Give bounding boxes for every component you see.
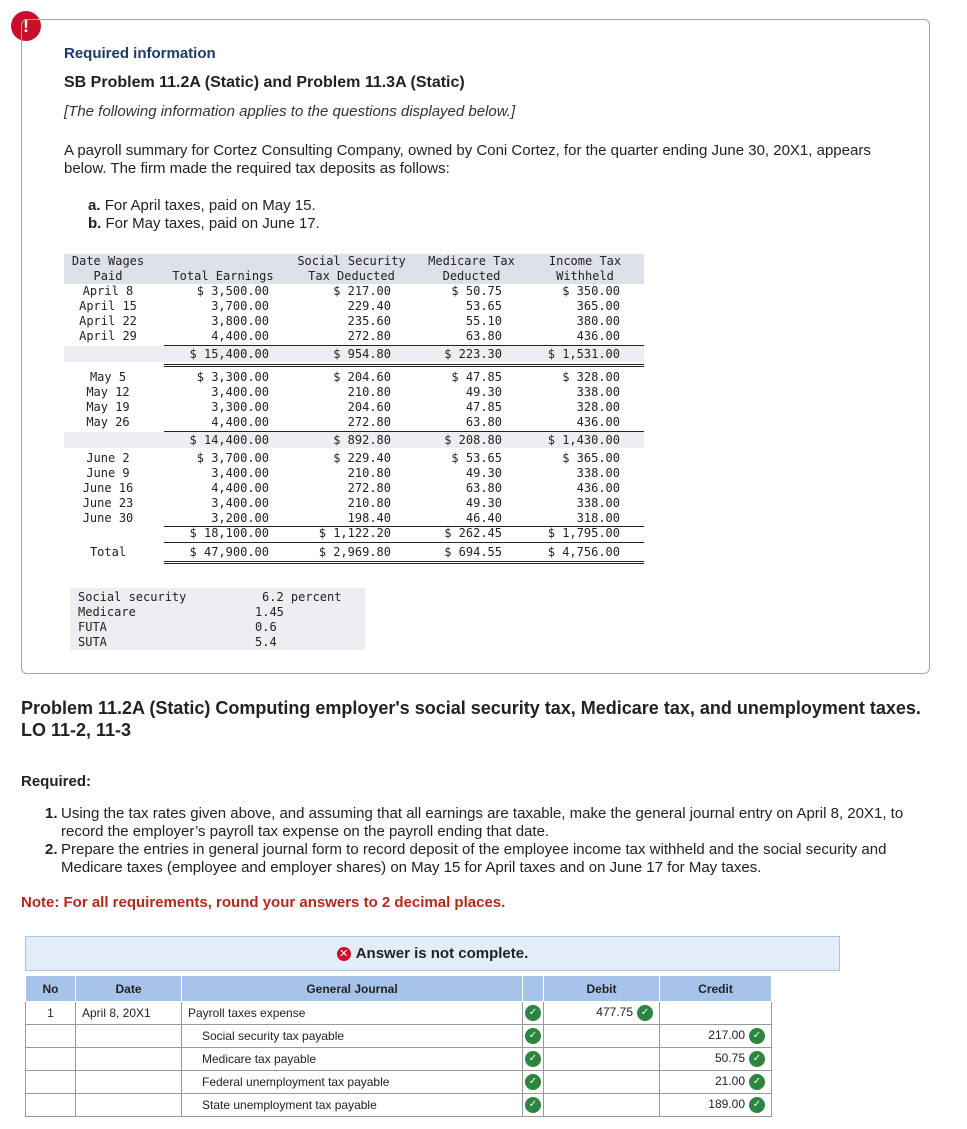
journal-date[interactable] (76, 1071, 182, 1094)
journal-no (26, 1025, 76, 1048)
deposit-item: a. For April taxes, paid on May 15. (88, 197, 316, 214)
payroll-subtotal-row: $ 223.30 (444, 347, 502, 361)
rate-value: 0.6 (255, 620, 277, 634)
journal-account-check (523, 1048, 544, 1071)
payroll-row: June 23 (82, 496, 134, 510)
payroll-total-row: Total (89, 545, 127, 559)
payroll-subtotal-row: $ 892.80 (333, 433, 391, 447)
deposit-list (88, 197, 320, 233)
header-inc: Withheld (556, 269, 614, 283)
payroll-row: 49.30 (465, 466, 502, 480)
payroll-subtotal-row: $ 15,400.00 (189, 347, 269, 361)
payroll-row: $ 229.40 (333, 451, 391, 465)
journal-no (26, 1048, 76, 1071)
journal-account[interactable]: Federal unemployment tax payable (182, 1071, 523, 1094)
header-ss: Social Security (297, 254, 406, 268)
requirements-list (45, 805, 945, 877)
journal-credit[interactable] (660, 1071, 772, 1094)
journal-account[interactable]: Payroll taxes expense (182, 1002, 523, 1025)
journal-row (26, 1048, 772, 1071)
payroll-row: $ 217.00 (333, 284, 391, 298)
correct-check-icon: ✓ (525, 1074, 541, 1090)
correct-check-icon: ✓ (749, 1028, 765, 1044)
tax-rates-table (70, 588, 365, 650)
payroll-row: 365.00 (576, 299, 620, 313)
rule-line (164, 431, 644, 432)
payroll-row: 3,200.00 (211, 511, 269, 525)
payroll-row: 318.00 (576, 511, 620, 525)
journal-debit[interactable] (544, 1025, 660, 1048)
rate-value: 1.45 (255, 605, 284, 619)
journal-credit[interactable] (660, 1048, 772, 1071)
correct-check-icon: ✓ (749, 1074, 765, 1090)
journal-debit[interactable] (544, 1002, 660, 1025)
answer-status-text: Answer is not complete. (355, 945, 529, 962)
payroll-row: $ 350.00 (562, 284, 620, 298)
payroll-row: 55.10 (465, 314, 502, 328)
required-label: Required: (21, 773, 92, 790)
payroll-row: 49.30 (465, 385, 502, 399)
rule-line (164, 366, 644, 367)
payroll-row: April 8 (82, 284, 134, 298)
payroll-row: 229.40 (347, 299, 391, 313)
credit-amount: 189.00 (708, 1097, 745, 1112)
payroll-row: 63.80 (465, 481, 502, 495)
journal-debit[interactable] (544, 1048, 660, 1071)
general-journal-table (25, 975, 772, 1117)
payroll-row: 328.00 (576, 400, 620, 414)
rate-value: 5.4 (255, 635, 277, 649)
problem-112-title: Problem 11.2A (Static) Computing employer's social security tax, Medicare tax, and unemployment taxes. LO 11-2, 11-3 (21, 698, 921, 740)
deposit-item: b. For May taxes, paid on June 17. (88, 215, 320, 232)
payroll-subtotal-row: $ 1,531.00 (547, 347, 620, 361)
col-date: Date (76, 976, 182, 1002)
payroll-row: $ 365.00 (562, 451, 620, 465)
payroll-row: $ 3,300.00 (196, 370, 269, 384)
correct-check-icon: ✓ (749, 1051, 765, 1067)
payroll-subtotal-row: $ 262.45 (444, 526, 502, 540)
payroll-row: 4,400.00 (211, 481, 269, 495)
payroll-row: $ 204.60 (333, 370, 391, 384)
payroll-subtotal-row: $ 14,400.00 (189, 433, 269, 447)
payroll-row: 3,400.00 (211, 496, 269, 510)
payroll-row: May 26 (86, 415, 130, 429)
payroll-summary-table (64, 254, 644, 574)
header-ss: Tax Deducted (308, 269, 395, 283)
payroll-row: 272.80 (347, 415, 391, 429)
correct-check-icon: ✓ (525, 1028, 541, 1044)
payroll-subtotal-row: $ 1,795.00 (547, 526, 620, 540)
answer-status-banner (25, 936, 840, 971)
col-no: No (26, 976, 76, 1002)
journal-account-check (523, 1025, 544, 1048)
journal-row (26, 1025, 772, 1048)
payroll-row: 338.00 (576, 496, 620, 510)
correct-check-icon: ✓ (525, 1005, 541, 1021)
payroll-subtotal-row: $ 1,122.20 (318, 526, 391, 540)
required-information-heading: Required information (64, 45, 216, 62)
journal-account[interactable]: State unemployment tax payable (182, 1094, 523, 1117)
correct-check-icon: ✓ (525, 1051, 541, 1067)
payroll-row: 204.60 (347, 400, 391, 414)
payroll-row: 3,300.00 (211, 400, 269, 414)
payroll-row: 49.30 (465, 496, 502, 510)
debit-amount: 477.75 (596, 1005, 633, 1020)
payroll-row: $ 3,500.00 (196, 284, 269, 298)
payroll-row: 210.80 (347, 496, 391, 510)
payroll-subtotal-row: $ 954.80 (333, 347, 391, 361)
rule-line (164, 364, 644, 365)
header-med: Medicare Tax (428, 254, 515, 268)
payroll-row: 380.00 (576, 314, 620, 328)
payroll-row: 272.80 (347, 481, 391, 495)
applies-note: [The following information applies to the questions displayed below.] (64, 103, 516, 120)
payroll-subtotal-row: $ 18,100.00 (189, 526, 269, 540)
col-credit: Credit (660, 976, 772, 1002)
col-account: General Journal (182, 976, 523, 1002)
correct-check-icon: ✓ (525, 1097, 541, 1113)
payroll-row: 198.40 (347, 511, 391, 525)
journal-date[interactable] (76, 1048, 182, 1071)
payroll-row: 210.80 (347, 385, 391, 399)
journal-debit[interactable] (544, 1094, 660, 1117)
payroll-row: 3,400.00 (211, 466, 269, 480)
alert-icon: ! (11, 11, 41, 41)
rate-label: SUTA (78, 635, 107, 649)
journal-date[interactable] (76, 1094, 182, 1117)
rate-value: 6.2 percent (262, 590, 342, 604)
journal-row (26, 1002, 772, 1025)
journal-debit[interactable] (544, 1071, 660, 1094)
credit-amount: 21.00 (714, 1074, 745, 1089)
payroll-row: 3,700.00 (211, 299, 269, 313)
payroll-row: April 29 (79, 329, 137, 343)
payroll-row: $ 50.75 (451, 284, 502, 298)
payroll-row: 436.00 (576, 415, 620, 429)
credit-amount: 50.75 (714, 1051, 745, 1066)
journal-account[interactable]: Social security tax payable (182, 1025, 523, 1048)
col-debit: Debit (544, 976, 660, 1002)
col-account-check (523, 976, 544, 1002)
rule-line (164, 542, 644, 543)
journal-account[interactable]: Medicare tax payable (182, 1048, 523, 1071)
payroll-row: 436.00 (576, 329, 620, 343)
journal-credit[interactable] (660, 1094, 772, 1117)
rule-line (164, 563, 644, 564)
payroll-row: 63.80 (465, 415, 502, 429)
credit-amount: 217.00 (708, 1028, 745, 1043)
payroll-row: 210.80 (347, 466, 391, 480)
journal-date[interactable] (76, 1025, 182, 1048)
correct-check-icon: ✓ (637, 1005, 653, 1021)
header-date: Paid (93, 269, 123, 283)
payroll-subtotal-row: $ 208.80 (444, 433, 502, 447)
journal-date[interactable]: April 8, 20X1 (76, 1002, 182, 1025)
rate-label: Social security (78, 590, 187, 604)
rate-label: FUTA (78, 620, 107, 634)
requirement-item: 1. Using the tax rates given above, and assuming that all earnings are taxable, make the general journal entry on April 8, 20X1, to record the employer’s payroll tax expense on the payroll ending that date. (45, 805, 904, 840)
journal-credit[interactable] (660, 1025, 772, 1048)
payroll-row: 338.00 (576, 466, 620, 480)
correct-check-icon: ✓ (749, 1097, 765, 1113)
journal-no: 1 (26, 1002, 76, 1025)
journal-row (26, 1071, 772, 1094)
payroll-row: $ 53.65 (451, 451, 502, 465)
payroll-total-row: $ 2,969.80 (318, 545, 391, 559)
payroll-row: 53.65 (465, 299, 502, 313)
header-inc: Income Tax (548, 254, 622, 268)
payroll-row: 4,400.00 (211, 415, 269, 429)
requirement-item: 2. Prepare the entries in general journal form to record deposit of the employee income tax withheld and the social security and Medicare taxes (employee and employer shares) on May 15 for April taxes and on June 17 for May taxes. (45, 841, 887, 876)
rate-label: Medicare (78, 605, 136, 619)
journal-credit[interactable] (660, 1002, 772, 1025)
payroll-row: April 22 (79, 314, 137, 328)
payroll-row: 47.85 (465, 400, 502, 414)
payroll-row: 436.00 (576, 481, 620, 495)
payroll-row: May 19 (86, 400, 130, 414)
payroll-row: 235.60 (347, 314, 391, 328)
rounding-note: Note: For all requirements, round your answers to 2 decimal places. (21, 894, 506, 911)
payroll-row: 338.00 (576, 385, 620, 399)
payroll-row: June 16 (82, 481, 134, 495)
payroll-row: May 12 (86, 385, 130, 399)
payroll-total-row: $ 4,756.00 (547, 545, 620, 559)
payroll-row: $ 3,700.00 (196, 451, 269, 465)
intro-text: A payroll summary for Cortez Consulting Company, owned by Coni Cortez, for the quarter ending June 30, 20X1, appears below. The firm made the required tax deposits as follows: (64, 142, 871, 177)
payroll-subtotal-row: $ 1,430.00 (547, 433, 620, 447)
journal-no (26, 1071, 76, 1094)
payroll-row: May 5 (89, 370, 127, 384)
payroll-row: June 2 (86, 451, 130, 465)
journal-account-check (523, 1071, 544, 1094)
payroll-row: June 30 (82, 511, 134, 525)
payroll-row: 46.40 (465, 511, 502, 525)
payroll-row: 4,400.00 (211, 329, 269, 343)
problem-heading: SB Problem 11.2A (Static) and Problem 11.3A (Static) (64, 74, 465, 91)
rule-line (164, 561, 644, 562)
journal-no (26, 1094, 76, 1117)
payroll-row: 3,800.00 (211, 314, 269, 328)
journal-account-check (523, 1002, 544, 1025)
journal-account-check (523, 1094, 544, 1117)
payroll-total-row: $ 694.55 (444, 545, 502, 559)
incomplete-x-icon: ✕ (337, 947, 351, 961)
header-earnings: Total Earnings (172, 269, 274, 283)
payroll-row: 3,400.00 (211, 385, 269, 399)
header-med: Deducted (442, 269, 501, 283)
payroll-row: 63.80 (465, 329, 502, 343)
rule-line (164, 345, 644, 346)
journal-row (26, 1094, 772, 1117)
payroll-row: 272.80 (347, 329, 391, 343)
payroll-total-row: $ 47,900.00 (189, 545, 269, 559)
payroll-row: $ 328.00 (562, 370, 620, 384)
payroll-row: June 9 (86, 466, 130, 480)
payroll-row: April 15 (79, 299, 137, 313)
payroll-row: $ 47.85 (451, 370, 502, 384)
header-date: Date Wages (71, 254, 145, 268)
